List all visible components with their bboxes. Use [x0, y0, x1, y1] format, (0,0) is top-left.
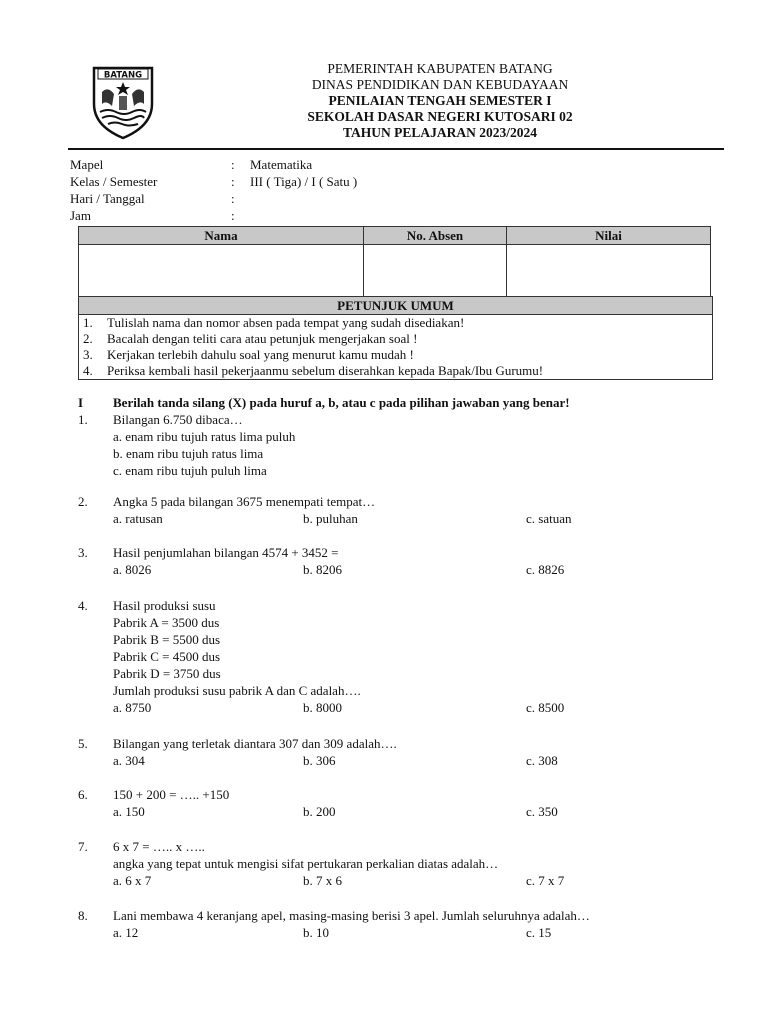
option-b[interactable]: b. enam ribu tujuh ratus lima	[113, 446, 264, 461]
absen-field[interactable]	[364, 245, 507, 298]
question-number: 5.	[78, 736, 88, 751]
info-row	[70, 156, 470, 173]
option-b[interactable]: b. 10	[303, 925, 329, 940]
batang-regency-logo	[88, 64, 158, 140]
col-header-absen: No. Absen	[364, 227, 507, 245]
info-label: Hari / Tanggal	[70, 191, 145, 206]
nama-field[interactable]	[79, 245, 364, 298]
instruction-number: 2.	[83, 331, 93, 346]
question-2	[78, 493, 718, 527]
option-c[interactable]: c. enam ribu tujuh puluh lima	[113, 463, 267, 478]
info-row	[70, 207, 470, 224]
question-3	[78, 544, 718, 578]
question-7	[78, 838, 718, 889]
info-label: Mapel	[70, 157, 104, 172]
option-c[interactable]: c. 8500	[526, 700, 565, 715]
question-text: Hasil produksi susu	[113, 598, 216, 613]
section-number: I	[78, 395, 84, 410]
instruction-number: 3.	[83, 347, 93, 362]
question-5	[78, 735, 718, 769]
option-c[interactable]: c. satuan	[526, 511, 572, 526]
col-header-nama: Nama	[79, 227, 364, 245]
instruction-text: Periksa kembali hasil pekerjaanmu sebelum diserahkan kepada Bapak/Ibu Gurumu!	[107, 363, 544, 378]
question-detail: Pabrik A = 3500 dus	[113, 615, 220, 630]
question-8	[78, 907, 718, 941]
option-c[interactable]: c. 350	[526, 804, 558, 819]
option-a[interactable]: a. 8026	[113, 562, 152, 577]
instruction-item	[79, 363, 712, 379]
question-6	[78, 786, 718, 820]
question-detail: angka yang tepat untuk mengisi sifat pertukaran perkalian diatas adalah…	[113, 856, 499, 871]
question-detail: Jumlah produksi susu pabrik A dan C adalah….	[113, 683, 361, 698]
instruction-item	[79, 331, 712, 347]
question-detail: Pabrik C = 4500 dus	[113, 649, 221, 664]
letterhead	[170, 61, 710, 141]
header-line-3: PENILAIAN TENGAH SEMESTER I	[328, 93, 552, 108]
option-c[interactable]: c. 8826	[526, 562, 565, 577]
identity-table	[78, 226, 711, 298]
instruction-text: Kerjakan terlebih dahulu soal yang menurut kamu mudah !	[107, 347, 414, 362]
question-number: 3.	[78, 545, 88, 560]
option-a[interactable]: a. ratusan	[113, 511, 163, 526]
option-a[interactable]: a. 6 x 7	[113, 873, 152, 888]
info-value: III ( Tiga) / I ( Satu )	[250, 174, 358, 189]
question-number: 4.	[78, 598, 88, 613]
question-number: 7.	[78, 839, 88, 854]
option-b[interactable]: b. 200	[303, 804, 336, 819]
question-number: 1.	[78, 412, 88, 427]
option-a[interactable]: a. enam ribu tujuh ratus lima puluh	[113, 429, 296, 444]
option-b[interactable]: b. 8206	[303, 562, 342, 577]
option-c[interactable]: c. 7 x 7	[526, 873, 565, 888]
question-text: Bilangan 6.750 dibaca…	[113, 412, 243, 427]
instruction-text: Tulislah nama dan nomor absen pada tempat yang sudah disediakan!	[107, 315, 465, 330]
question-text: Lani membawa 4 keranjang apel, masing-masing berisi 3 apel. Jumlah seluruhnya adalah…	[113, 908, 590, 923]
question-4	[78, 597, 718, 716]
option-a[interactable]: a. 12	[113, 925, 139, 940]
info-value: Matematika	[250, 157, 313, 172]
header-divider	[68, 148, 724, 150]
question-number: 6.	[78, 787, 88, 802]
option-c[interactable]: c. 15	[526, 925, 552, 940]
option-c[interactable]: c. 308	[526, 753, 558, 768]
info-row	[70, 173, 470, 190]
exam-info	[70, 156, 470, 224]
instruction-text: Bacalah dengan teliti cara atau petunjuk mengerjakan soal !	[107, 331, 418, 346]
info-label: Jam	[70, 208, 91, 223]
general-instructions	[78, 296, 713, 380]
col-header-nilai: Nilai	[507, 227, 711, 245]
question-text: Bilangan yang terletak diantara 307 dan 309 adalah….	[113, 736, 397, 751]
info-colon: :	[231, 157, 235, 172]
section-instruction: Berilah tanda silang (X) pada huruf a, b, atau c pada pilihan jawaban yang benar!	[113, 395, 570, 410]
info-label: Kelas / Semester	[70, 174, 158, 189]
info-row	[70, 190, 470, 207]
header-line-1: PEMERINTAH KABUPATEN BATANG	[327, 61, 553, 76]
header-line-5: TAHUN PELAJARAN 2023/2024	[342, 125, 537, 140]
question-text: 6 x 7 = ….. x …..	[113, 839, 205, 854]
info-colon: :	[231, 174, 235, 189]
question-detail: Pabrik B = 5500 dus	[113, 632, 221, 647]
instruction-number: 4.	[83, 363, 93, 378]
question-text: Angka 5 pada bilangan 3675 menempati tempat…	[113, 494, 376, 509]
question-text: 150 + 200 = ….. +150	[113, 787, 230, 802]
option-a[interactable]: a. 304	[113, 753, 145, 768]
question-detail: Pabrik D = 3750 dus	[113, 666, 221, 681]
question-1	[78, 411, 718, 479]
instruction-item	[79, 347, 712, 363]
question-number: 8.	[78, 908, 88, 923]
nilai-field[interactable]	[507, 245, 711, 298]
option-a[interactable]: a. 8750	[113, 700, 152, 715]
section-heading	[78, 395, 718, 412]
option-b[interactable]: b. 7 x 6	[303, 873, 342, 888]
header-line-2: DINAS PENDIDIKAN DAN KEBUDAYAAN	[311, 77, 569, 92]
header-line-4: SEKOLAH DASAR NEGERI KUTOSARI 02	[307, 109, 573, 124]
instruction-item	[79, 315, 712, 331]
instruction-number: 1.	[83, 315, 93, 330]
question-number: 2.	[78, 494, 88, 509]
question-text: Hasil penjumlahan bilangan 4574 + 3452 =	[113, 545, 339, 560]
instructions-title: PETUNJUK UMUM	[79, 297, 712, 315]
option-b[interactable]: b. 306	[303, 753, 336, 768]
option-b[interactable]: b. puluhan	[303, 511, 358, 526]
info-colon: :	[231, 191, 235, 206]
option-b[interactable]: b. 8000	[303, 700, 342, 715]
option-a[interactable]: a. 150	[113, 804, 145, 819]
logo-text: BATANG	[103, 70, 143, 81]
info-colon: :	[231, 208, 235, 223]
